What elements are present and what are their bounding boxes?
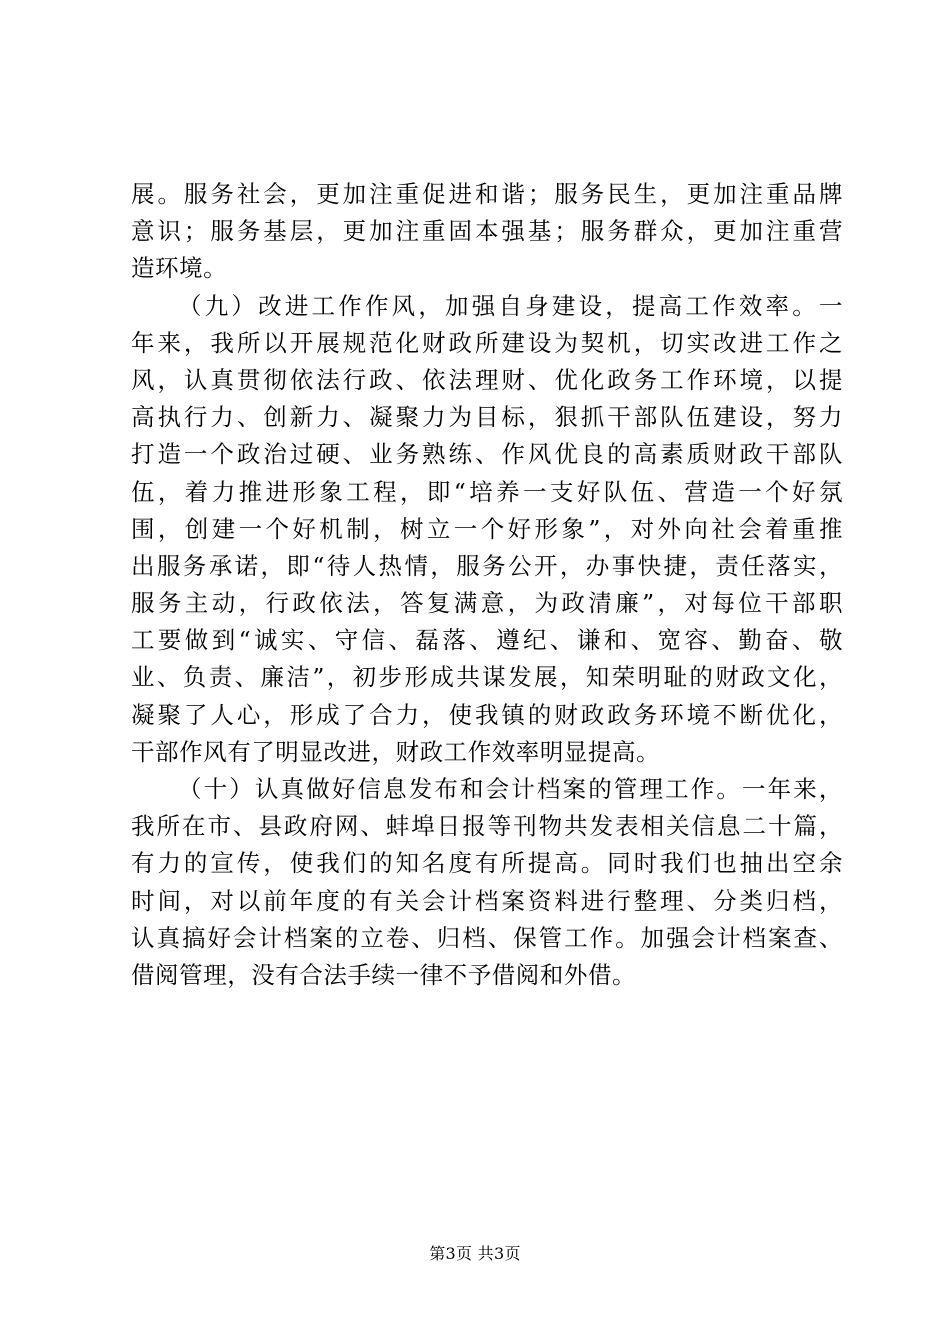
paragraph-line: 造环境。 bbox=[131, 254, 228, 283]
body-text bbox=[131, 176, 843, 994]
paragraph-line: 风，认真贯彻依法行政、依法理财、优化政务工作环境，以提 bbox=[131, 365, 843, 394]
paragraph-line: 出服务承诺，即“待人热情，服务公开，办事快捷，责任落实， bbox=[131, 551, 843, 580]
paragraph-line: 业、负责、廉洁”，初步形成共谋发展，知荣明耻的财政文化， bbox=[131, 663, 843, 692]
paragraph-line: （九）改进工作作风，加强自身建设，提高工作效率。一 bbox=[178, 291, 843, 320]
paragraph bbox=[131, 771, 843, 994]
paragraph-line: 凝聚了人心，形成了合力，使我镇的财政政务环境不断优化， bbox=[131, 700, 843, 729]
paragraph-line: 高执行力、创新力、凝聚力为目标，狠抓干部队伍建设，努力 bbox=[131, 403, 843, 432]
paragraph-line: 意识；服务基层，更加注重固本强基；服务群众，更加注重营 bbox=[131, 217, 843, 246]
paragraph-line: 干部作风有了明显改进，财政工作效率明显提高。 bbox=[131, 737, 661, 766]
page-footer: 第3页 共3页 bbox=[429, 1244, 521, 1263]
paragraph-line: 认真搞好会计档案的立卷、归档、保管工作。加强会计档案查、 bbox=[131, 923, 843, 952]
paragraph-line: 时间，对以前年度的有关会计档案资料进行整理、分类归档， bbox=[131, 886, 843, 915]
paragraph-line: 年来，我所以开展规范化财政所建设为契机，切实改进工作之 bbox=[131, 328, 843, 357]
paragraph-line: （十）认真做好信息发布和会计档案的管理工作。一年来， bbox=[178, 775, 843, 803]
paragraph-line: 展。服务社会，更加注重促进和谐；服务民生，更加注重品牌 bbox=[131, 180, 843, 208]
paragraph-line: 围，创建一个好机制，树立一个好形象”，对外向社会着重推 bbox=[131, 514, 843, 543]
paragraph bbox=[131, 288, 843, 771]
paragraph-line: 我所在市、县政府网、蚌埠日报等刊物共发表相关信息二十篇， bbox=[131, 812, 843, 841]
paragraph-line: 有力的宣传，使我们的知名度有所提高。同时我们也抽出空余 bbox=[131, 849, 843, 878]
paragraph-line: 借阅管理，没有合法手续一律不予借阅和外借。 bbox=[131, 960, 637, 989]
paragraph-line: 伍，着力推进形象工程，即“培养一支好队伍、营造一个好氛 bbox=[131, 477, 843, 506]
paragraph-line: 打造一个政治过硬、业务熟练、作风优良的高素质财政干部队 bbox=[131, 440, 843, 469]
paragraph bbox=[131, 176, 843, 288]
paragraph-line: 服务主动，行政依法，答复满意，为政清廉”，对每位干部职 bbox=[131, 589, 843, 618]
paragraph-line: 工要做到“诚实、守信、磊落、遵纪、谦和、宽容、勤奋、敬 bbox=[131, 626, 843, 655]
